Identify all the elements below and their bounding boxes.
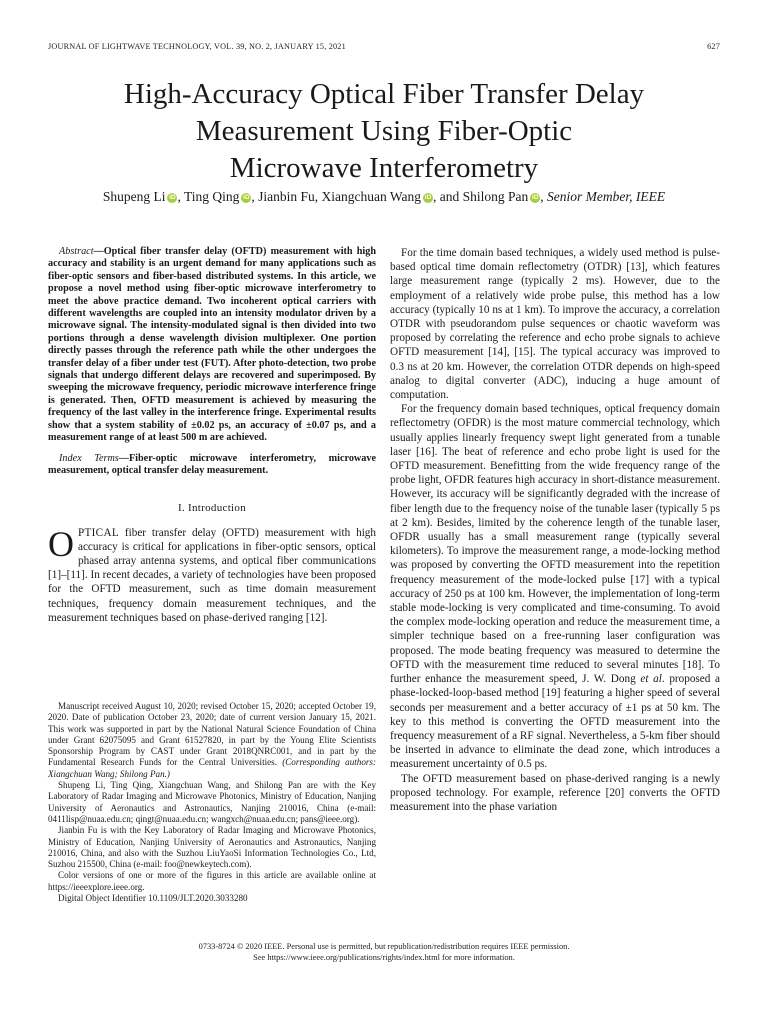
footnote-manuscript: [48, 701, 376, 780]
intro-paragraph: [48, 523, 376, 625]
rights-link[interactable]: See https://www.ieee.org/publications/rights/index.html for more information.: [253, 953, 515, 962]
body-paragraph: [390, 402, 720, 771]
body-paragraph: For the time domain based techniques, a widely used method is pulse-based optical time domain reflectometry (OTDR) [13], which features large measurement range (typically 2 ms). However, due to the employment of a relatively wide probe pulse, this method has a low accuracy (typically 10 ns at 1 km). To improve the accuracy, a correlation OTDR with pseudorandom pulse sequences or chaotic waveform was proposed by correlating the reference and echo probe signals to achieve OFTD measurement [14], [15]. The typical accuracy was improved to 0.3 ns at 20 km. However, the correlation OTDR depends on high-speed analog to digital converter (ADC), inducing a huge amount of computation.: [390, 247, 720, 402]
orcid-icon[interactable]: iD: [243, 194, 250, 201]
footnote-corresponding: (Corresponding authors: Xiangchuan Wang; Shilong Pan.): [48, 757, 376, 779]
footnote-affiliation-2: Jianbin Fu is with the Key Laboratory of Radar Imaging and Microwave Photonics, Ministry of Education, Nanjing University of Aeronautics and Astronautics, Nanjing 210016, China, and also with the Suzhou LiuYaoSi Information Technologies Co., Ltd, Suzhou 215500, China (e-mail: foo@newkeytech.com).: [48, 825, 376, 870]
abstract-dash: —: [93, 246, 104, 257]
copyright-notice: [48, 941, 720, 963]
orcid-icon[interactable]: iD: [169, 194, 176, 201]
index-terms-label: Index Terms: [59, 452, 119, 464]
abstract: [48, 246, 376, 445]
title-line-3: Microwave Interferometry: [229, 152, 539, 184]
index-terms: [48, 453, 376, 478]
author-name: , Jianbin Fu, Xiangchuan Wang: [251, 189, 422, 204]
body-text: For the frequency domain based techniques, optical frequency domain reflectometry (OFDR) is the most mature commercial technology, which usually applies linearly frequency swept light generated from a tunable laser [16]. The beat of reference and echo probe light is used for the OFTD measurement. Benefitting from the wide frequency range of the probe light, OFDR features high accuracy in short-distance measurement. However, its accuracy will be significantly degraded with the increase of fiber length due to the frequency noise of the tunable laser (typically 5 ps at 2 km). Besides, limited by the coherence length of the tunable laser, OFDR usually has a small measurement range (typically several kilometers). To improve the measurement range, a mode-locking method was proposed by converting the OFTD measurement into the repetition frequency measurement of the mode-locked pulse [17] with a typical accuracy of 250 ps at 100 km. However, the implementation of long-term stable mode-locking is very complicated and time-consuming. To avoid the complex mode-locking operation and reduce the measurement time, a simpler technique based on a free-running laser configuration was proposed. The mode beating frequency was measured to determine the OFTD with the measurement time reduced to several minutes [18]. To further enhance the measurement speed, J. W. Dong: [390, 403, 720, 686]
index-terms-dash: —: [118, 452, 129, 464]
footnote-affiliation-1: Shupeng Li, Ting Qing, Xiangchuan Wang, and Shilong Pan are with the Key Laboratory of Radar Imaging and Microwave Photonics, Ministry of Education, Nanjing University of Aeronautics and Astronautics, Nanjing 210016, China (e-mail: 0411lisp@nuaa.edu.cn; qingt@nuaa.edu.cn; wangxch@nuaa.edu.cn; pans@ieee.org).: [48, 780, 376, 824]
intro-first-word: PTICAL: [78, 526, 119, 539]
index-terms-text: Fiber-optic microwave interferometry, microwave measurement, optical transfer delay measurement.: [48, 452, 376, 476]
right-column: [390, 246, 720, 814]
copyright-line: 0733-8724 © 2020 IEEE. Personal use is permitted, but republication/redistribution requires IEEE permission.: [198, 942, 570, 951]
running-header: [48, 42, 720, 51]
footnote-color-note: Color versions of one or more of the figures in this article are available online at https://ieeexplore.ieee.org.: [48, 870, 376, 892]
title-line-2: Measurement Using Fiber-Optic: [195, 115, 573, 147]
left-column: [48, 246, 376, 625]
section-heading: I. Introduction: [177, 502, 247, 515]
author-separator: ,: [540, 189, 548, 204]
author-list: [40, 189, 728, 205]
paper-title: [40, 76, 728, 187]
footnote-doi: Digital Object Identifier 10.1109/JLT.2020.3033280: [58, 893, 248, 904]
et-al: et al: [640, 673, 662, 686]
drop-cap: O: [48, 523, 74, 564]
journal-info: JOURNAL OF LIGHTWAVE TECHNOLOGY, VOL. 39, NO. 2, JANUARY 15, 2021: [48, 42, 346, 51]
orcid-icon[interactable]: iD: [532, 194, 539, 201]
author-name: , Ting Qing: [177, 189, 240, 204]
page-number: 627: [707, 42, 720, 51]
intro-text: fiber transfer delay (OFTD) measurement with high accuracy is critical for applications in fiber-optic sensors, optical phased array antenna systems, and optical fiber communications [1]–[11]. In recent decades, a variety of technologies have been proposed for the OFTD measurement, such as time domain measurement techniques, frequency domain measurement techniques, and the measurement techniques based on phase-derived ranging [12].: [48, 526, 376, 624]
body-paragraph: The OFTD measurement based on phase-derived ranging is a newly proposed technology. For example, reference [20] converts the OFTD measurement into the phase variation: [390, 772, 720, 813]
abstract-text: Optical fiber transfer delay (OFTD) measurement with high accuracy and stability is an urgent demand for many applications such as fiber-optic sensors and fiber-based distributed systems. In this article, we propose a novel method using fiber-optic microwave interferometry to meet the above practice demand. Two incoherent optical carriers with different wavelengths are coupled into an intensity modulator driven by a microwave signal. The intensity-modulated signal is then divided into two portions through a dense wavelength division multiplexer. One portion directly passes through the reference path while the other undergoes the transfer delay of a fiber under test (FUT). After photo-detection, two probe signals that undergo different delays are recovered and superimposed. By sweeping the microwave frequency, periodic microwave interference fringe is generated. Then, OFTD measurement is achieved by measuring the frequency of the last valley in the interference fringe. Experimental results show that a system stability of ±0.02 ps, an accuracy of ±0.07 ps, and a measurement range of at least 500 m are achieved.: [48, 246, 376, 444]
author-name: Shupeng Li: [102, 189, 166, 204]
orcid-icon[interactable]: iD: [424, 194, 432, 201]
author-name: , and Shilong Pan: [433, 189, 529, 204]
body-text: . proposed a phase-locked-loop-based method [19] featuring a higher speed of several seconds per measurement and a better accuracy of ±1 ps at 50 km. The key to this method is converting the OFTD measurement into the frequency measurement of a RF signal. Nevertheless, a 5-km fiber should be inserted in advance to eliminate the dead zone, which introduces a measurement uncertainty of 0.5 ps.: [390, 673, 721, 771]
first-page-footnote: [48, 701, 376, 904]
abstract-label: Abstract: [59, 246, 94, 257]
title-line-1: High-Accuracy Optical Fiber Transfer Delay: [123, 78, 645, 110]
membership-grade: Senior Member, IEEE: [547, 189, 666, 204]
footnote-manuscript-text: Manuscript received August 10, 2020; revised October 15, 2020; accepted October 19, 2020. Date of publication October 23, 2020; date of current version January 15, 2021. This work was supported in part by the National Natural Science Foundation of China under Grant 62075095 and Grant 61527820, in part by the Young Elite Scientists Sponsorship Program by CAST under Grant 2018QNRC001, and in part by the Fundamental Research Funds for the Central Universities.: [48, 701, 376, 768]
